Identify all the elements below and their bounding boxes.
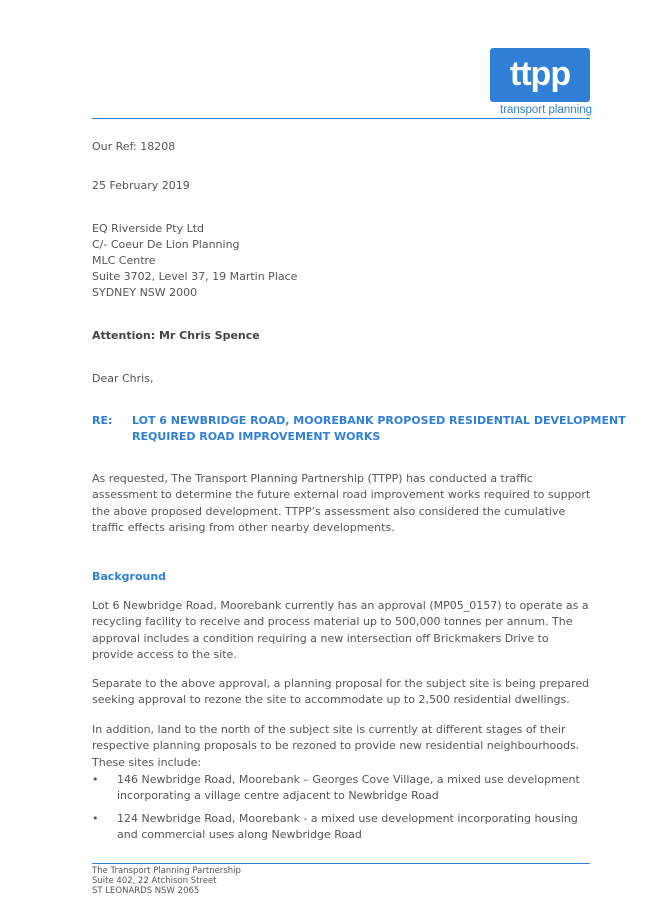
attention-line: Attention: Mr Chris Spence — [92, 329, 260, 342]
list-item-text: 124 Newbridge Road, Moorebank - a mixed use development incorporating housing and commercial uses along Newbridge Road — [117, 812, 578, 842]
address-line: SYDNEY NSW 2000 — [92, 286, 198, 299]
background-paragraph: Separate to the above approval, a planning proposal for the subject site is being prepared seeking approval to rezone the site to accommodate up to 2,500 residential dwellings. — [92, 677, 590, 707]
letter-date: 25 February 2019 — [92, 179, 190, 192]
company-logo: ttpp — [490, 48, 590, 102]
salutation: Dear Chris, — [92, 372, 154, 385]
address-line: MLC Centre — [92, 254, 156, 267]
footer-line: Suite 402, 22 Atchison Street — [92, 876, 217, 886]
re-label: RE: — [92, 414, 113, 427]
address-line: C/- Coeur De Lion Planning — [92, 238, 240, 251]
list-item — [92, 811, 592, 844]
section-heading-background: Background — [92, 570, 167, 583]
header-rule — [92, 118, 590, 119]
subject-line: REQUIRED ROAD IMPROVEMENT WORKS — [132, 430, 381, 443]
background-paragraph: In addition, land to the north of the subject site is currently at different stages of their respective planning proposals to be rezoned to provide new residential neighbourhoods. These sites include: — [92, 723, 580, 769]
reference-number: Our Ref: 18208 — [92, 140, 176, 153]
background-paragraph: Lot 6 Newbridge Road, Moorebank currently has an approval (MP05_0157) to operate as a recycling facility to receive and process material up to 500,000 tonnes per annum. The approval includes a condition requiring a new intersection off Brickmakers Drive to provide access to the site. — [92, 599, 589, 661]
footer-rule — [92, 863, 590, 864]
address-line: EQ Riverside Pty Ltd — [92, 222, 205, 235]
subject-line: LOT 6 NEWBRIDGE ROAD, MOOREBANK PROPOSED RESIDENTIAL DEVELOPMENT — [132, 414, 626, 427]
address-line: Suite 3702, Level 37, 19 Martin Place — [92, 270, 298, 283]
bullet-icon: • — [92, 812, 99, 825]
footer-line: The Transport Planning Partnership — [92, 866, 241, 876]
list-item-text: 146 Newbridge Road, Moorebank – Georges Cove Village, a mixed use development incorporating a village centre adjacent to Newbridge Road — [117, 773, 580, 803]
subject-heading — [132, 413, 626, 445]
footer-address — [92, 866, 241, 896]
bullet-icon: • — [92, 773, 99, 786]
list-item — [92, 772, 592, 805]
intro-paragraph: As requested, The Transport Planning Partnership (TTPP) has conducted a traffic assessment to determine the future external road improvement works required to support the above proposed development. TTPP’s assessment also considered the cumulative traffic effects arising from other nearby developments. — [92, 472, 591, 534]
logo-tagline: transport planning — [499, 104, 592, 116]
footer-line: ST LEONARDS NSW 2065 — [92, 886, 200, 896]
